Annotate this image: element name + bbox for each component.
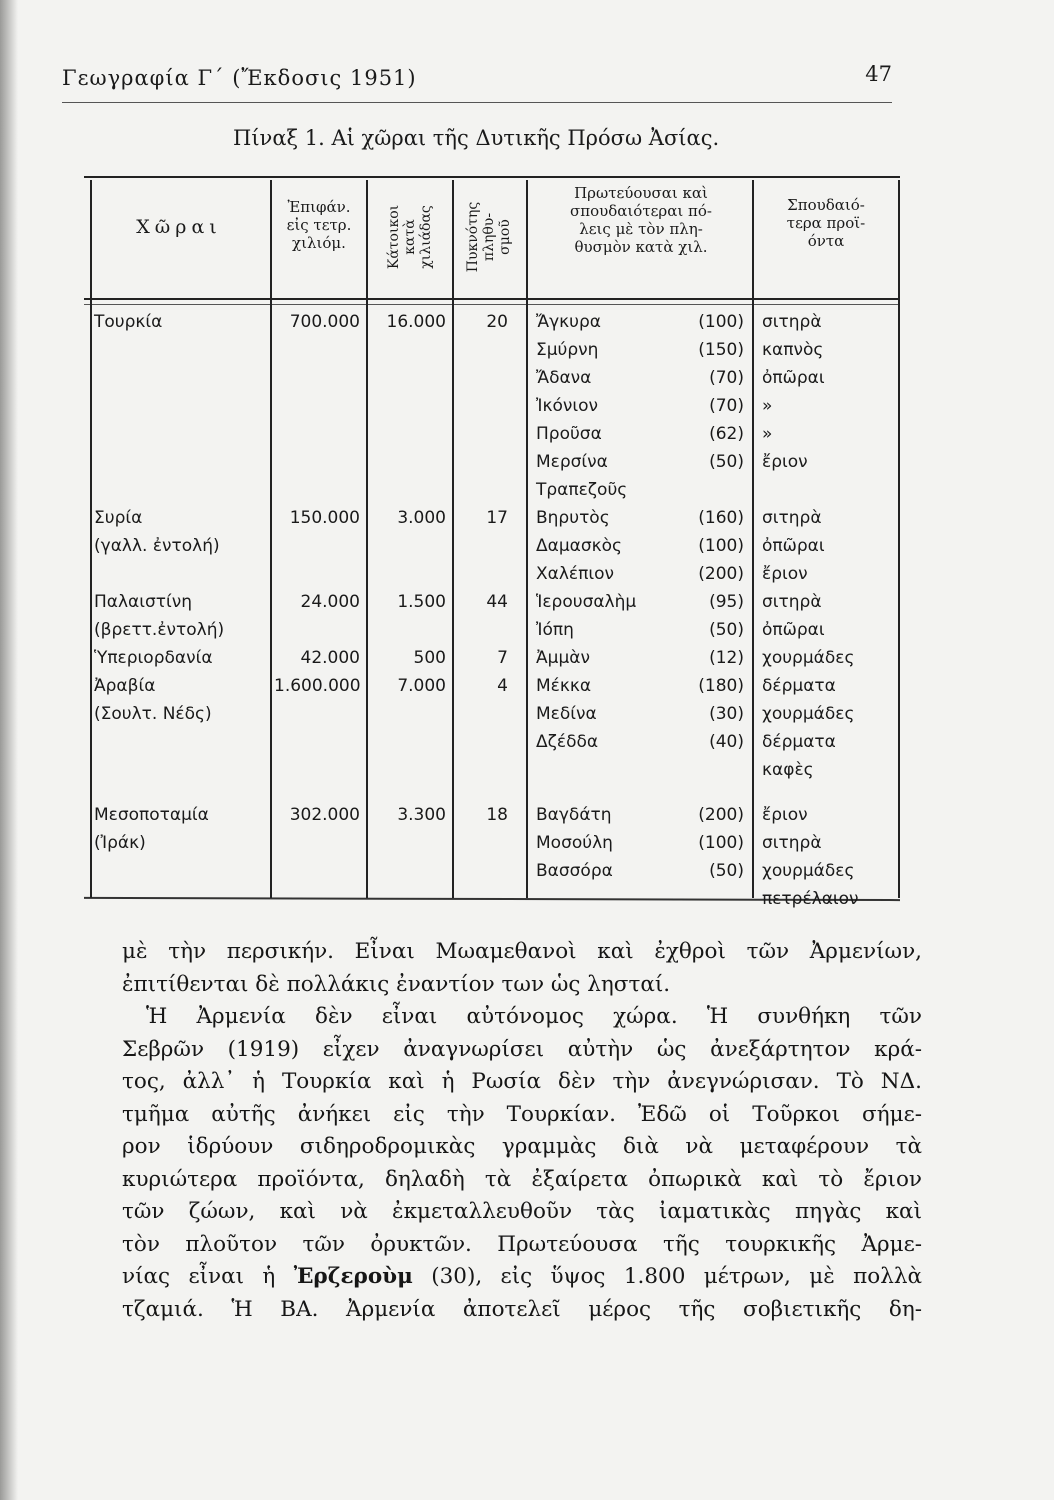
area-value: 700.000	[289, 312, 360, 332]
product-name: πετρέλαιον	[762, 888, 859, 909]
city-population: (50)	[709, 452, 744, 472]
city-name: Μέκκα	[536, 676, 592, 696]
body-line: τζαμιά. Ἡ ΒΑ. Ἀρμενία ἀποτελεῖ μέρος τῆς σοβιετικῆς δη-	[122, 1296, 922, 1322]
body-line: ἐπιτίθενται δὲ πολλάκις ἐναντίον των ὡς λησταί.	[122, 971, 671, 997]
population-value: 1.500	[397, 592, 446, 612]
column-header-population-label: Κάτοικοι κατὰ χιλιάδας	[386, 204, 434, 270]
city-name: Προῦσα	[536, 424, 602, 444]
city-population: (100)	[698, 536, 744, 556]
city-population: (160)	[698, 508, 744, 528]
body-line	[122, 1261, 922, 1294]
city-name: Σμύρνη	[536, 340, 599, 360]
city-population: (50)	[709, 860, 744, 881]
city-name: Βαγδάτη	[536, 804, 612, 825]
body-line: κυριώτερα προϊόντα, δηλαδὴ τὰ ἐξαίρετα ὀπωρικὰ καὶ τὸ ἔριον	[122, 1166, 922, 1192]
product-name: σιτηρὰ	[762, 592, 822, 612]
running-header	[62, 62, 892, 103]
product-name: »	[762, 396, 773, 416]
product-name: ἔριον	[762, 804, 808, 825]
population-value: 3.000	[397, 508, 446, 528]
city-population: (180)	[698, 676, 744, 696]
product-name: ὀπῶραι	[762, 536, 825, 556]
column-rule	[898, 180, 900, 898]
column-header-population	[370, 182, 450, 292]
column-rule	[270, 180, 272, 898]
city-population: (100)	[698, 832, 744, 853]
body-line: τος, ἀλλ᾽ ἡ Τουρκία καὶ ἡ Ρωσία δὲν τὴν ἀνεγνώρισαν. Τὸ ΝΔ.	[122, 1069, 922, 1094]
city-name: Βηρυτὸς	[536, 508, 610, 528]
country-mandate: (γαλλ. ἐντολή)	[94, 536, 220, 556]
city-name: Μερσίνα	[536, 452, 608, 472]
city-name: Μοσούλη	[536, 832, 613, 853]
product-name: ἔριον	[762, 452, 808, 472]
product-name: χουρμάδες	[762, 648, 855, 668]
city-population: (100)	[698, 312, 744, 332]
country-mandate: (Ἰράκ)	[94, 832, 146, 853]
column-rule	[526, 180, 528, 898]
city-population: (62)	[709, 424, 744, 444]
city-population: (40)	[709, 732, 744, 752]
column-header-countries: Χῶραι	[136, 216, 222, 238]
body-line: Σεβρῶν (1919) εἶχεν ἀναγνωρίσει αὐτὴν ὡς ἀνεξάρτητον κρά-	[122, 1036, 922, 1062]
countries-table	[84, 176, 900, 909]
area-value: 150.000	[289, 508, 360, 528]
page-number: 47	[865, 62, 892, 86]
product-name: »	[762, 424, 773, 444]
column-rule	[752, 180, 754, 898]
running-title: Γεωγραφία Γ΄ (Ἔκδοσις 1951)	[62, 66, 417, 90]
population-value: 7.000	[397, 676, 446, 696]
city-population: (150)	[698, 340, 744, 360]
product-name: δέρματα	[762, 732, 836, 752]
country-mandate: (Σουλτ. Νέδς)	[94, 704, 212, 724]
product-name: χουρμάδες	[762, 860, 855, 881]
city-name: Χαλέπιον	[536, 564, 614, 584]
city-name: Ἰόπη	[536, 620, 574, 640]
body-line: μὲ τὴν περσικήν. Εἶναι Μωαμεθανοὶ καὶ ἐχθροὶ τῶν Ἀρμενίων,	[122, 939, 922, 964]
product-name: καπνὸς	[762, 340, 824, 360]
body-text	[122, 936, 922, 1326]
body-line: τῶν ζώων, καὶ νὰ ἐκμεταλλευθοῦν τὰς ἰαματικὰς πηγὰς καὶ	[122, 1199, 922, 1224]
country-name: Ἀραβία	[94, 676, 156, 696]
area-value: 24.000	[300, 592, 360, 612]
city-name: Βασσόρα	[536, 860, 613, 881]
country-name: Παλαιστίνη	[94, 592, 193, 612]
body-line: τὸν πλοῦτον τῶν ὀρυκτῶν. Πρωτεύουσα τῆς τουρκικῆς Ἀρμε-	[122, 1231, 922, 1257]
city-population: (70)	[709, 368, 744, 388]
column-header-products: Σπουδαιό- τερα προϊ- όντα	[786, 196, 866, 250]
column-header-area: Ἐπιφάν. εἰς τετρ. χιλιόμ.	[286, 198, 352, 252]
body-line: ρον ἱδρύουν σιδηροδρομικὰς γραμμὰς διὰ νὰ μεταφέρουν τὰ	[122, 1134, 922, 1159]
table-header-rule-thin	[84, 304, 900, 305]
density-value: 44	[486, 592, 508, 612]
table-caption: Πίναξ 1. Αἱ χῶραι τῆς Δυτικῆς Πρόσω Ἀσίας.	[233, 126, 720, 150]
density-value: 17	[486, 508, 508, 528]
product-name: χουρμάδες	[762, 704, 855, 724]
density-value: 18	[486, 804, 508, 825]
city-name: Ἰκόνιον	[536, 396, 599, 416]
body-text-fragment: νίας εἶναι ἡ	[122, 1264, 294, 1289]
density-value: 4	[497, 676, 508, 696]
product-name: σιτηρὰ	[762, 312, 822, 332]
area-value: 1.600.000	[274, 676, 361, 696]
product-name: ἔριον	[762, 564, 808, 584]
product-name: καφὲς	[762, 760, 814, 780]
city-name: Ἄγκυρα	[536, 312, 601, 332]
page-gutter-shadow	[0, 0, 18, 1500]
population-value: 500	[413, 648, 446, 668]
city-population: (200)	[698, 804, 744, 825]
country-mandate: (βρεττ.ἐντολή)	[94, 620, 225, 640]
body-line: Ἡ Ἀρμενία δὲν εἶναι αὐτόνομος χώρα. Ἡ συνθήκη τῶν	[146, 1004, 922, 1029]
population-value: 3.300	[397, 804, 446, 825]
city-population: (50)	[709, 620, 744, 640]
city-name: Ἄδανα	[536, 368, 592, 388]
country-name: Μεσοποταμία	[94, 804, 209, 825]
table-header-rule	[84, 298, 900, 300]
city-population: (95)	[709, 592, 744, 612]
column-header-density	[452, 182, 526, 292]
city-name: Τραπεζοῦς	[536, 480, 628, 500]
area-value: 302.000	[289, 804, 360, 825]
column-header-cities: Πρωτεύουσαι καὶ σπουδαιότεραι πό- λεις μὲ τὸν πλη- θυσμὸν κατὰ χιλ.	[570, 184, 712, 256]
city-name: Δζέδδα	[536, 732, 599, 752]
body-text-fragment: (30), εἰς ὕψος 1.800 μέτρων, μὲ πολλὰ	[412, 1264, 922, 1289]
country-name: Τουρκία	[94, 312, 163, 332]
product-name: ὀπῶραι	[762, 368, 825, 388]
city-population: (30)	[709, 704, 744, 724]
product-name: ὀπῶραι	[762, 620, 825, 640]
population-value: 16.000	[386, 312, 446, 332]
city-population: (12)	[709, 648, 744, 668]
density-value: 20	[486, 312, 508, 332]
body-line: τμῆμα αὐτῆς ἀνήκει εἰς τὴν Τουρκίαν. Ἐδῶ οἱ Τοῦρκοι σήμε-	[122, 1101, 922, 1127]
city-name: Δαμασκὸς	[536, 536, 623, 556]
product-name: σιτηρὰ	[762, 832, 822, 853]
city-name: Ἱερουσαλὴμ	[536, 592, 637, 612]
table-top-rule	[84, 176, 900, 178]
city-name: Μεδίνα	[536, 704, 597, 724]
city-name: Ἀμμὰν	[536, 648, 590, 668]
column-rule	[366, 180, 368, 898]
column-header-density-label: Πυκνότης πληθυ- σμοῦ	[465, 201, 513, 273]
country-name: Ὑπεριορδανία	[94, 648, 213, 668]
country-name: Συρία	[94, 508, 143, 528]
product-name: δέρματα	[762, 676, 836, 696]
area-value: 42.000	[300, 648, 360, 668]
city-population: (70)	[709, 396, 744, 416]
density-value: 7	[497, 648, 508, 668]
product-name: σιτηρὰ	[762, 508, 822, 528]
city-name-bold: Ἐρζεροὺμ	[293, 1264, 413, 1289]
city-population: (200)	[698, 564, 744, 584]
column-rule	[90, 180, 92, 898]
